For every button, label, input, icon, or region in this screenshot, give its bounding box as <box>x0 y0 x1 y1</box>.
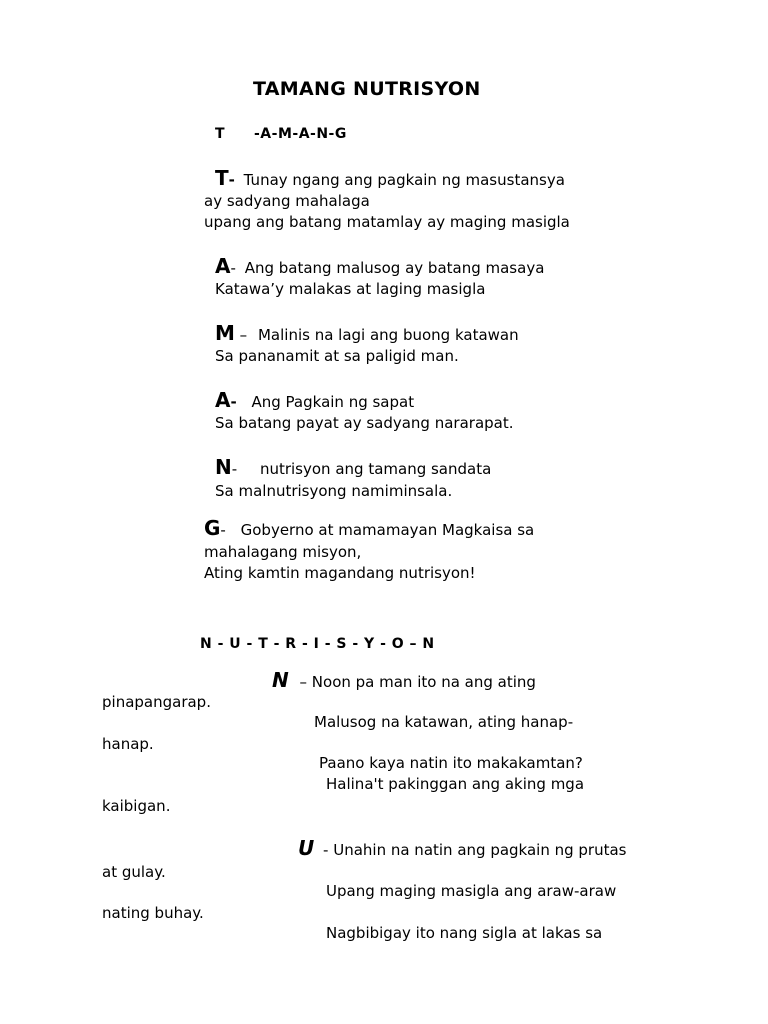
stanza-line: Tunay ngang ang pagkain ng masustansya <box>243 171 565 189</box>
stanza-sep: – <box>234 326 248 344</box>
stanza-t <box>215 166 565 190</box>
stanza-line: Sa batang payat ay sadyang nararapat. <box>215 414 514 432</box>
stanza-sep: - <box>230 259 236 277</box>
page-title: TAMANG NUTRISYON <box>253 78 481 100</box>
stanza-line: Gobyerno at mamamayan Magkaisa sa <box>240 521 535 539</box>
stanza-line: ay sadyang mahalaga <box>204 192 370 210</box>
stanza-letter: M <box>215 321 235 345</box>
section-line: Upang maging masigla ang araw-araw <box>326 882 617 900</box>
stanza-line: Malinis na lagi ang buong katawan <box>257 326 519 344</box>
stanza-line: Ang Pagkain ng sapat <box>251 393 415 411</box>
section-line: at gulay. <box>102 863 166 881</box>
stanza-letter: A <box>215 388 231 412</box>
section-line: - Unahin na natin ang pagkain ng prutas <box>323 841 627 859</box>
section-line: Nagbibigay ito nang sigla at lakas sa <box>326 924 603 942</box>
stanza-sep: - <box>230 393 237 411</box>
section-letter: N <box>272 668 289 692</box>
section-line: Malusog na katawan, ating hanap- <box>314 713 574 731</box>
acronym-first-letter: T <box>215 126 226 142</box>
stanza-sep: - <box>231 460 238 478</box>
stanza-line: Ang batang malusog ay batang masaya <box>244 259 545 277</box>
section-n-first-line <box>272 668 536 692</box>
stanza-a <box>215 254 544 278</box>
stanza-line: Katawa’y malakas at laging masigla <box>215 280 486 298</box>
stanza-letter: G <box>204 516 221 540</box>
stanza-g <box>204 516 534 540</box>
section-line: pinapangarap. <box>102 693 211 711</box>
stanza-line: upang ang batang matamlay ay maging masigla <box>204 213 570 231</box>
stanza-line: nutrisyon ang tamang sandata <box>259 460 492 478</box>
stanza-line: Ating kamtin magandang nutrisyon! <box>204 564 476 582</box>
section-line: – Noon pa man ito na ang ating <box>299 673 536 691</box>
section-line: hanap. <box>102 735 154 753</box>
stanza-n <box>215 455 491 479</box>
stanza-line: Sa pananamit at sa paligid man. <box>215 347 459 365</box>
stanza-sep: - <box>220 521 226 539</box>
acronym-nutrisyon: N - U - T - R - I - S - Y - O – N <box>200 636 435 652</box>
section-u-first-line <box>298 836 627 860</box>
acronym-rest: -A-M-A-N-G <box>254 126 347 142</box>
section-line: Paano kaya natin ito makakamtan? <box>319 754 583 772</box>
section-line: Halina't pakinggan ang aking mga <box>326 775 585 793</box>
stanza-m <box>215 321 519 345</box>
stanza-line: mahalagang misyon, <box>204 543 362 561</box>
stanza-letter: A <box>215 254 231 278</box>
stanza-a2 <box>215 388 414 412</box>
section-letter: U <box>298 836 315 860</box>
stanza-letter: N <box>215 455 232 479</box>
stanza-letter: T <box>215 166 229 190</box>
section-line: nating buhay. <box>102 904 204 922</box>
stanza-line: Sa malnutrisyong namiminsala. <box>215 482 453 500</box>
stanza-sep: - <box>228 171 235 189</box>
section-line: kaibigan. <box>102 797 171 815</box>
